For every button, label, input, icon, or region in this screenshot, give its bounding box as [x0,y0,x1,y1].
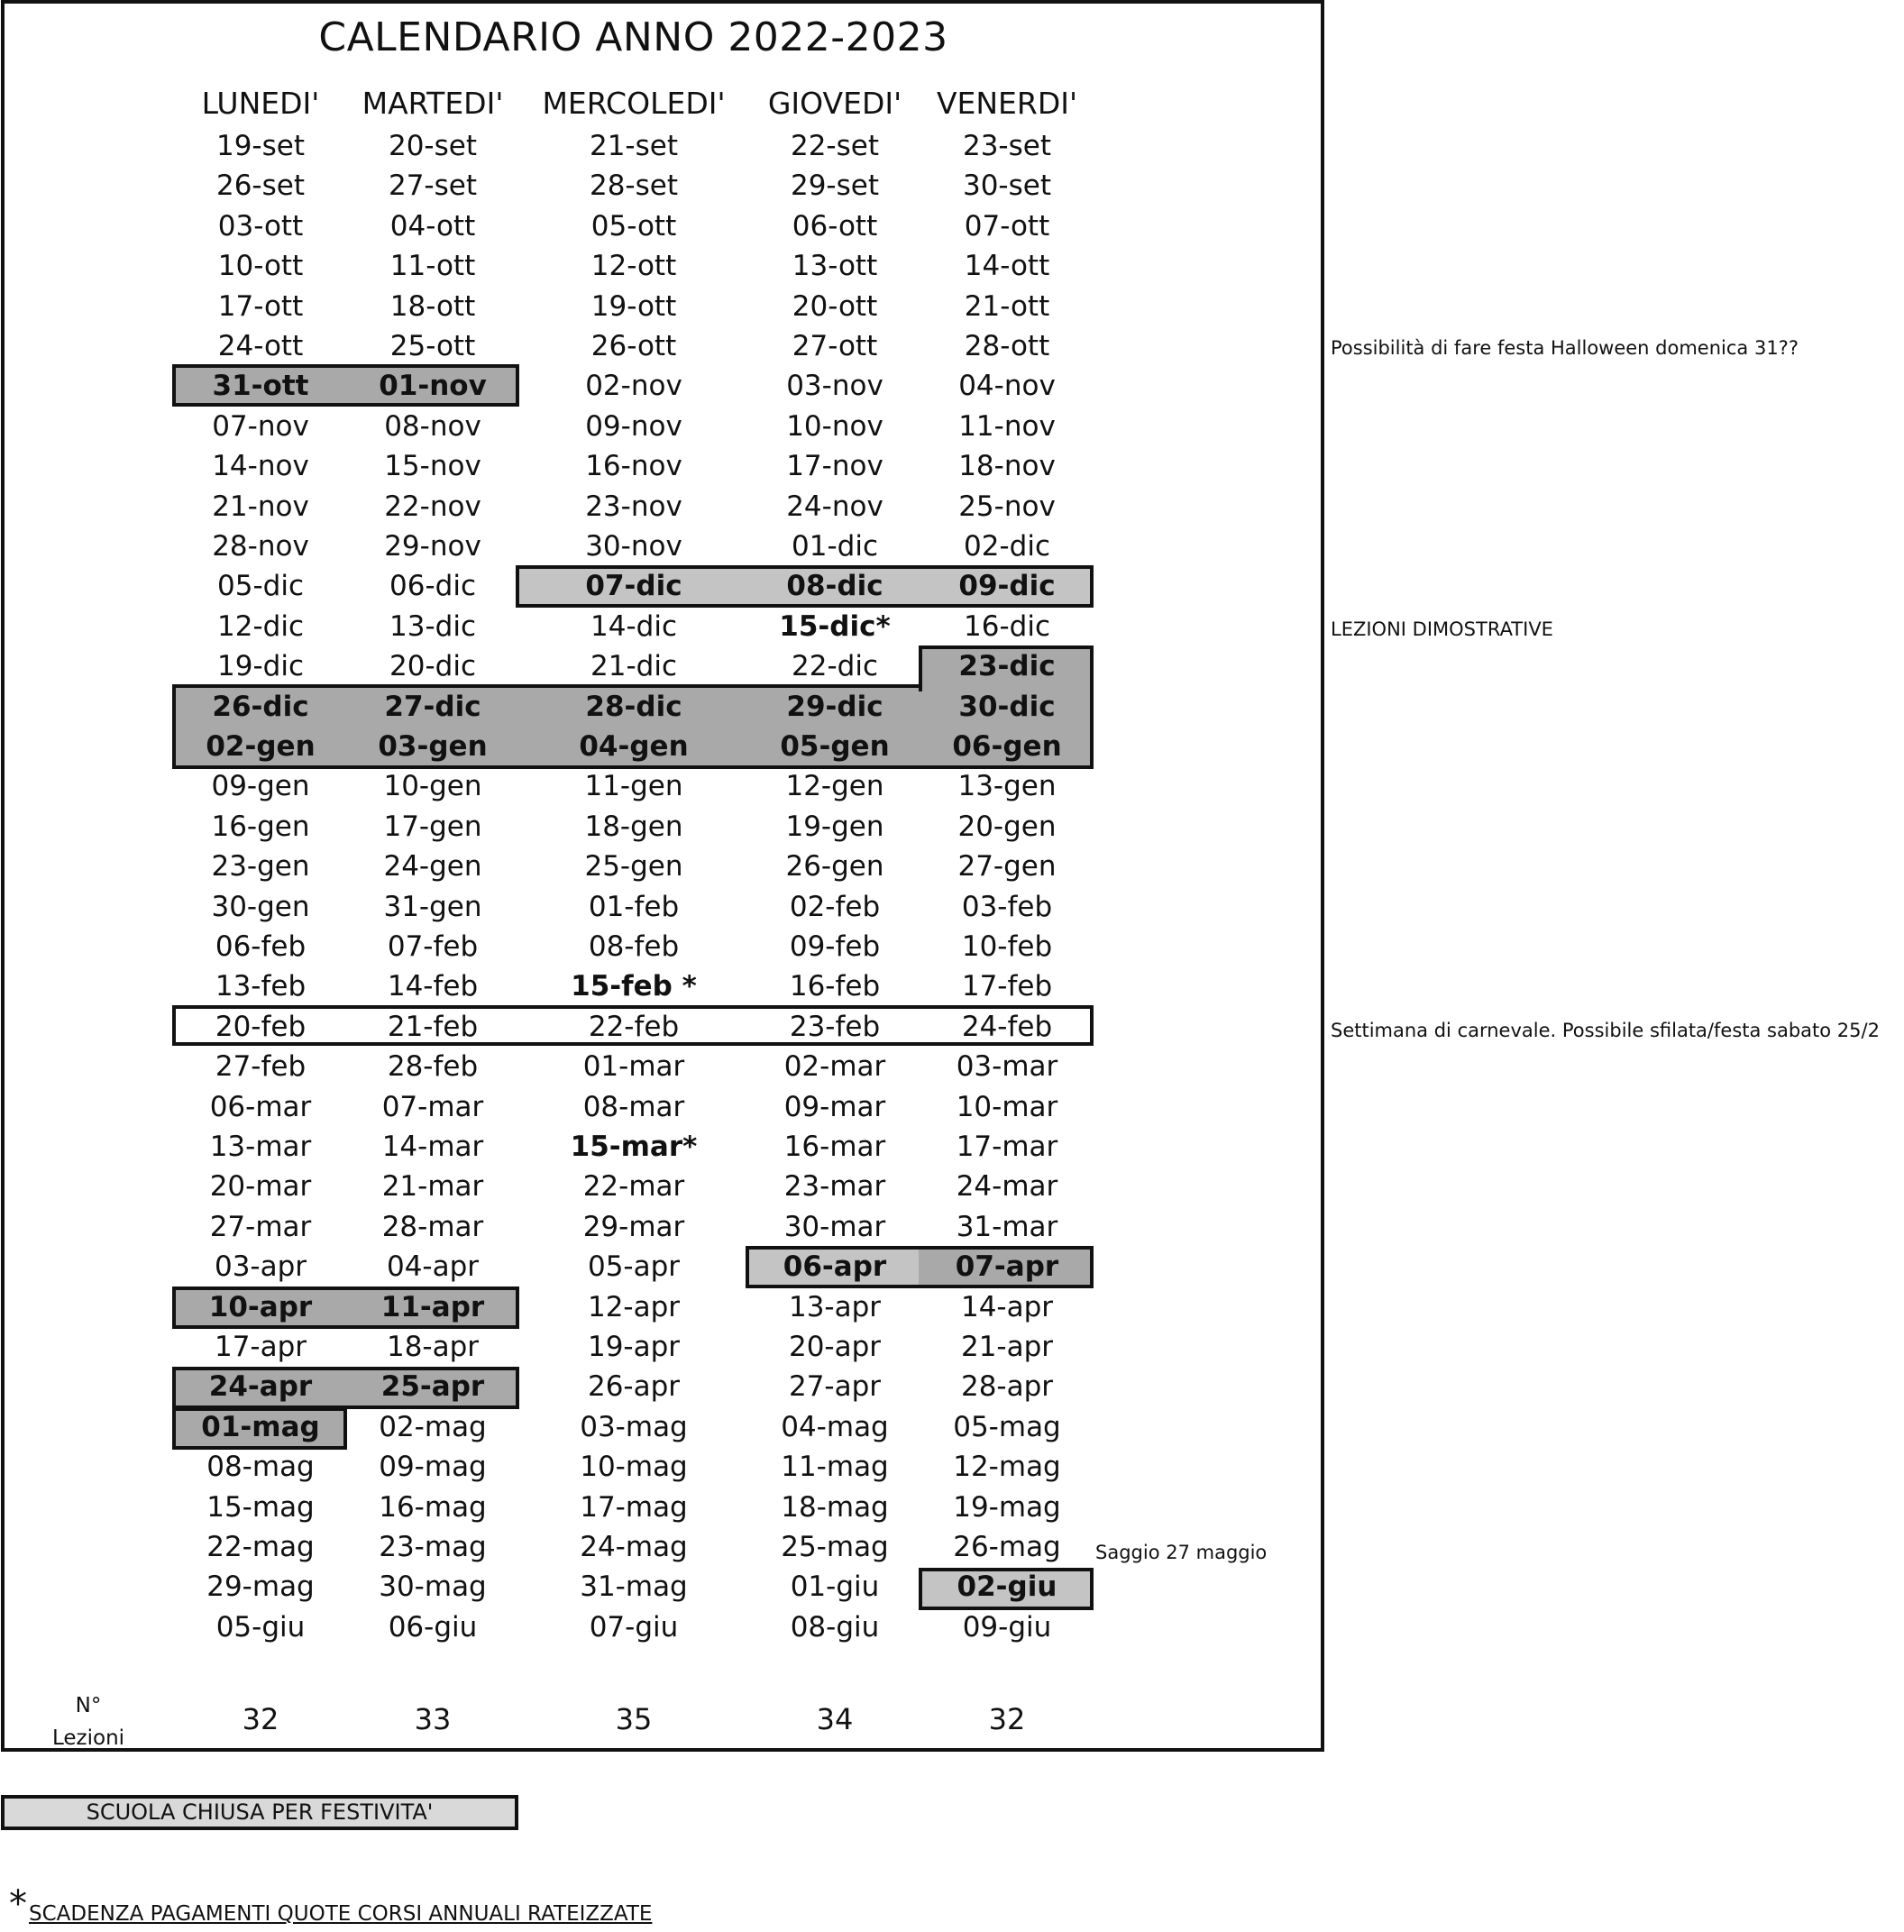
date-cell: 22-nov [384,490,481,523]
date-cell: 20-dic [389,650,476,683]
date-cell: 08-nov [384,409,481,443]
date-cell: 18-gen [584,810,683,843]
date-cell: 09-dic [958,570,1056,603]
lesson-count: 33 [414,1702,452,1736]
date-cell: 19-mag [953,1490,1061,1524]
lesson-count: 32 [988,1702,1026,1736]
date-cell: 14-apr [960,1290,1054,1323]
date-cell: 14-nov [212,450,309,483]
date-cell: 23-mag [379,1531,487,1563]
date-cell: 22-set [790,130,879,162]
date-cell: 30-set [962,169,1051,203]
date-cell: 30-mar [783,1210,886,1243]
weekday-header: VENERDI' [936,86,1078,121]
date-cell: 22-mar [582,1170,685,1204]
date-cell: 06-dic [389,570,476,603]
date-cell: 16-nov [585,450,682,483]
date-cell: 10-feb [961,930,1053,963]
date-cell: 27-feb [215,1050,307,1084]
date-cell: 01-feb [588,890,680,923]
date-cell: 06-mar [209,1090,312,1123]
date-cell: 20-gen [957,810,1057,843]
date-cell: 30-dic [958,690,1056,723]
date-cell: 24-mar [956,1170,1058,1204]
note-lezioni-dimostrative: LEZIONI DIMOSTRATIVE [1331,618,1553,640]
date-cell: 16-gen [211,810,310,843]
date-cell: 08-mar [582,1090,685,1123]
date-cell: 27-dic [384,690,481,723]
page-title: CALENDARIO ANNO 2022-2023 [318,14,948,60]
date-cell: 30-nov [585,530,682,563]
date-cell: 16-dic [964,609,1050,643]
date-cell: 09-feb [789,930,881,963]
date-cell: 24-feb [961,1010,1053,1043]
date-cell: 17-mar [956,1131,1058,1163]
date-cell: 21-set [589,130,678,162]
date-cell: 27-gen [957,850,1057,884]
date-cell: 18-nov [958,450,1056,483]
date-cell: 23-nov [585,490,682,523]
date-cell: 31-gen [383,890,482,923]
date-cell: 11-nov [958,409,1056,443]
date-cell: 29-set [790,169,879,203]
date-cell: 23-feb [789,1010,881,1043]
date-cell: 05-ott [590,209,677,243]
date-cell: 21-ott [964,289,1050,323]
date-cell: 06-ott [792,209,878,243]
date-cell: 17-feb [961,970,1053,1003]
date-cell: 26-mag [953,1531,1061,1563]
date-cell: 02-gen [206,730,316,763]
date-cell: 22-mag [206,1531,315,1563]
date-cell: 28-feb [387,1050,479,1084]
date-cell: 05-giu [215,1610,306,1644]
date-cell: 10-mag [580,1451,688,1484]
date-cell: 21-nov [212,490,309,523]
date-cell: 12-dic [217,609,304,643]
weekday-header: GIOVEDI' [767,86,902,121]
date-cell: 17-nov [786,450,883,483]
date-cell: 01-giu [790,1570,880,1604]
date-cell: 07-apr [955,1250,1059,1284]
date-cell: 26-set [215,169,305,203]
date-cell: 03-apr [214,1250,307,1284]
date-cell: 26-apr [587,1370,681,1404]
date-cell: 24-apr [208,1370,313,1404]
date-cell: 02-nov [585,370,682,403]
date-cell: 03-mar [956,1050,1058,1084]
date-cell: 02-mar [783,1050,886,1084]
date-cell: 15-nov [384,450,481,483]
date-cell: 20-mar [209,1170,312,1204]
date-cell: 23-dic [958,650,1056,683]
date-cell: 04-mag [781,1410,889,1443]
date-cell: 01-mag [201,1410,320,1443]
date-cell: 21-mar [381,1170,484,1204]
date-cell: 17-ott [217,289,304,323]
date-cell: 03-mag [580,1410,688,1443]
date-cell: 24-nov [786,490,883,523]
date-cell: 28-dic [585,690,682,723]
date-cell: 18-apr [386,1331,480,1363]
date-cell: 02-mag [379,1410,487,1443]
date-cell: 05-mag [953,1410,1061,1443]
weekday-header: MERCOLEDI' [542,86,726,121]
date-cell: 28-mar [381,1210,484,1243]
date-cell: 10-gen [383,770,482,803]
date-cell: 14-dic [590,609,677,643]
date-cell: 07-mar [381,1090,484,1123]
date-cell: 11-ott [389,250,476,283]
date-cell: 04-apr [386,1250,480,1284]
note-halloween: Possibilità di fare festa Halloween domenica 31?? [1331,337,1799,359]
date-cell: 24-ott [217,330,304,362]
date-cell: 02-giu [957,1570,1057,1604]
date-cell: 17-apr [214,1331,307,1363]
date-cell: 07-giu [589,1610,679,1644]
date-cell: 22-dic [792,650,878,683]
date-cell: 03-ott [217,209,304,243]
date-cell: 08-dic [786,570,883,603]
date-cell: 10-apr [208,1290,313,1323]
date-cell: 16-mag [379,1490,487,1524]
date-cell: 09-gen [211,770,310,803]
lessons-label-line2: Lezioni [51,1726,125,1750]
date-cell: 12-gen [785,770,884,803]
date-cell: 18-ott [389,289,476,323]
date-cell: 08-mag [206,1451,315,1484]
date-cell: 24-mag [580,1531,688,1563]
date-cell: 19-ott [590,289,677,323]
date-cell: 07-ott [964,209,1050,243]
date-cell: 20-feb [215,1010,307,1043]
date-cell: 08-feb [588,930,680,963]
date-cell: 25-ott [389,330,476,362]
date-cell: 06-gen [952,730,1062,763]
date-cell: 23-set [962,130,1051,162]
date-cell: 06-feb [215,930,307,963]
lessons-label-line1: N° [75,1694,102,1717]
date-cell: 29-dic [786,690,883,723]
date-cell: 28-nov [212,530,309,563]
date-cell: 02-dic [964,530,1050,563]
date-cell: 25-gen [584,850,683,884]
date-cell: 05-dic [217,570,304,603]
date-cell: 22-feb [588,1010,680,1043]
date-cell: 28-ott [964,330,1050,362]
date-cell: 20-set [388,130,477,162]
date-cell: 26-ott [590,330,677,362]
date-cell: 23-mar [783,1170,886,1204]
date-cell: 09-mag [379,1451,487,1484]
date-cell: 27-apr [788,1370,882,1404]
lesson-count: 32 [242,1702,279,1736]
date-cell: 15-dic* [779,609,891,643]
date-cell: 25-nov [958,490,1056,523]
date-cell: 25-mag [781,1531,889,1563]
date-cell: 20-apr [788,1331,882,1363]
date-cell: 13-mar [209,1131,312,1163]
date-cell: 30-gen [211,890,310,923]
date-cell: 29-mag [206,1570,315,1604]
date-cell: 14-ott [964,250,1050,283]
date-cell: 09-nov [585,409,682,443]
date-cell: 24-gen [383,850,482,884]
date-cell: 27-set [388,169,477,203]
date-cell: 15-mar* [570,1131,698,1163]
date-cell: 11-apr [380,1290,485,1323]
date-cell: 13-ott [792,250,878,283]
date-cell: 31-ott [212,370,309,403]
note-carnevale: Settimana di carnevale. Possibile sfilata/festa sabato 25/2 [1331,1020,1880,1041]
date-cell: 19-apr [587,1331,681,1363]
date-cell: 17-mag [580,1490,688,1524]
date-cell: 21-feb [387,1010,479,1043]
date-cell: 21-dic [590,650,677,683]
date-cell: 10-ott [217,250,304,283]
footnote-payments: SCADENZA PAGAMENTI QUOTE CORSI ANNUALI RATEIZZATE [29,1902,653,1926]
date-cell: 15-feb * [571,970,697,1003]
date-cell: 14-mar [381,1131,484,1163]
note-saggio: Saggio 27 maggio [1095,1542,1268,1563]
lesson-count: 35 [615,1702,653,1736]
date-cell: 19-gen [785,810,884,843]
weekday-header: LUNEDI' [201,86,320,121]
date-cell: 12-apr [587,1290,681,1323]
date-cell: 13-feb [215,970,307,1003]
date-cell: 27-ott [792,330,878,362]
date-cell: 04-ott [389,209,476,243]
date-cell: 14-feb [387,970,479,1003]
date-cell: 10-nov [786,409,883,443]
date-cell: 07-dic [585,570,682,603]
date-cell: 29-nov [384,530,481,563]
date-cell: 01-dic [792,530,878,563]
date-cell: 20-ott [792,289,878,323]
date-cell: 12-mag [953,1451,1061,1484]
date-cell: 15-mag [206,1490,315,1524]
date-cell: 06-apr [783,1250,887,1284]
date-cell: 19-dic [217,650,304,683]
date-cell: 13-dic [389,609,476,643]
date-cell: 25-apr [380,1370,485,1404]
date-cell: 10-mar [956,1090,1058,1123]
date-cell: 17-gen [383,810,482,843]
date-cell: 07-feb [387,930,479,963]
date-cell: 13-apr [788,1290,882,1323]
footnote-star: * [9,1883,27,1925]
date-cell: 18-mag [781,1490,889,1524]
date-cell: 12-ott [590,250,677,283]
date-cell: 11-mag [781,1451,889,1484]
weekday-header: MARTEDI' [362,86,504,121]
date-cell: 16-mar [783,1131,886,1163]
date-cell: 31-mag [580,1570,688,1604]
date-cell: 03-feb [961,890,1053,923]
date-cell: 21-apr [960,1331,1054,1363]
date-cell: 05-gen [780,730,890,763]
date-cell: 28-apr [960,1370,1054,1404]
date-cell: 29-mar [582,1210,685,1243]
date-cell: 28-set [589,169,678,203]
legend-closed-holiday: SCUOLA CHIUSA PER FESTIVITA' [1,1795,518,1830]
lesson-count: 34 [816,1702,854,1736]
date-cell: 06-giu [388,1610,478,1644]
date-cell: 03-gen [378,730,488,763]
date-cell: 03-nov [786,370,883,403]
date-cell: 09-mar [783,1090,886,1123]
date-cell: 27-mar [209,1210,312,1243]
date-cell: 08-giu [790,1610,880,1644]
date-cell: 01-mar [582,1050,685,1084]
date-cell: 26-gen [785,850,884,884]
date-cell: 30-mag [379,1570,487,1604]
date-cell: 02-feb [789,890,881,923]
date-cell: 13-gen [957,770,1057,803]
date-cell: 23-gen [211,850,310,884]
date-cell: 11-gen [584,770,683,803]
date-cell: 01-nov [379,370,487,403]
date-cell: 19-set [215,130,305,162]
date-cell: 16-feb [789,970,881,1003]
date-cell: 31-mar [956,1210,1058,1243]
date-cell: 09-giu [962,1610,1052,1644]
date-cell: 07-nov [212,409,309,443]
date-cell: 04-gen [579,730,689,763]
date-cell: 26-dic [212,690,309,723]
date-cell: 04-nov [958,370,1056,403]
date-cell: 05-apr [587,1250,681,1284]
